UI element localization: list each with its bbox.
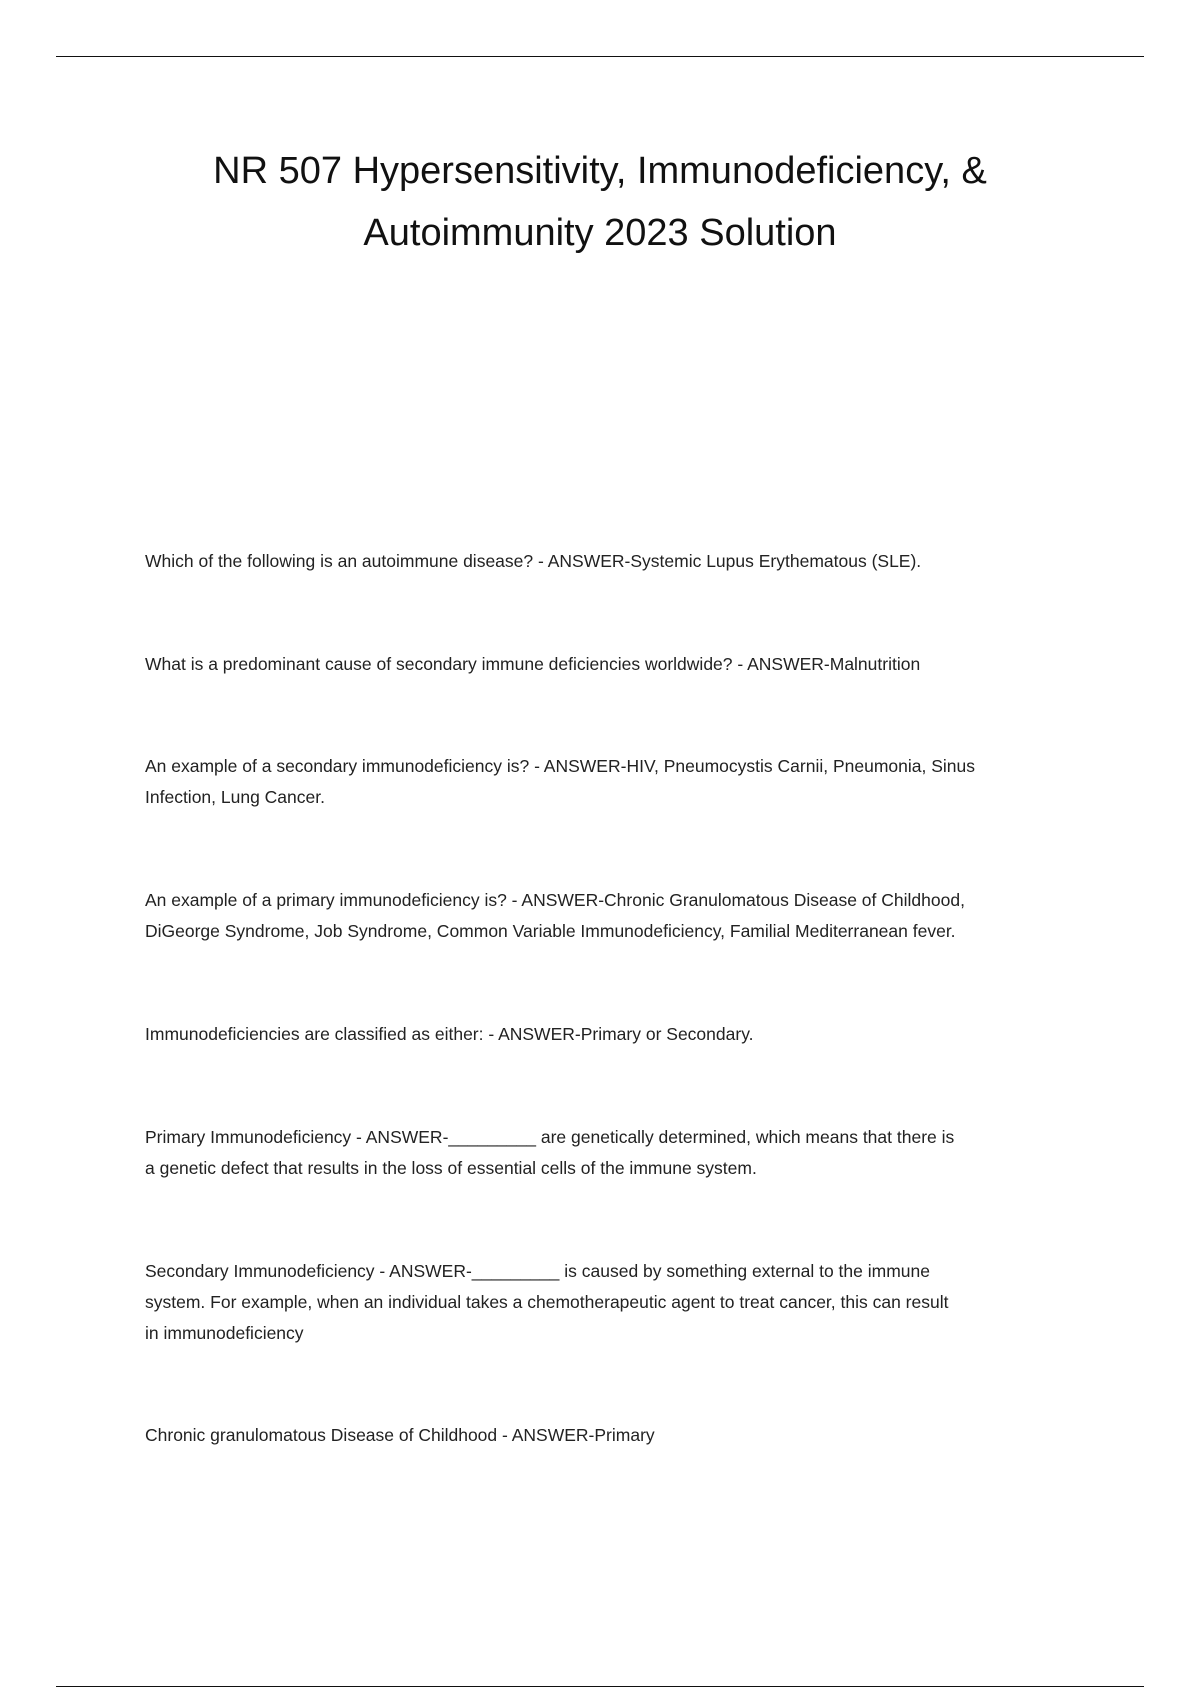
qa-line: An example of a secondary immunodeficiency is? - ANSWER-HIV, Pneumocystis Carnii, Pneumonia, Sinus xyxy=(145,756,975,776)
qa-line: An example of a primary immunodeficiency is? - ANSWER-Chronic Granulomatous Disease of Childhood, xyxy=(145,890,965,910)
qa-entry xyxy=(145,649,1095,680)
document-title xyxy=(100,140,1100,264)
qa-line: in immunodeficiency xyxy=(145,1323,304,1343)
qa-line: Chronic granulomatous Disease of Childhood - ANSWER-Primary xyxy=(145,1425,655,1445)
qa-entry xyxy=(145,1420,1095,1451)
qa-line: a genetic defect that results in the loss of essential cells of the immune system. xyxy=(145,1158,757,1178)
qa-entry xyxy=(145,1019,1095,1050)
qa-entry xyxy=(145,885,1095,947)
footer-rule xyxy=(56,1686,1144,1687)
qa-entry xyxy=(145,1256,1095,1349)
qa-line: Primary Immunodeficiency - ANSWER-_________ are genetically determined, which means that there is xyxy=(145,1127,955,1147)
qa-entry xyxy=(145,751,1095,813)
title-line: Autoimmunity 2023 Solution xyxy=(363,212,837,254)
qa-line: Which of the following is an autoimmune disease? - ANSWER-Systemic Lupus Erythematous (SLE). xyxy=(145,551,922,571)
qa-line: system. For example, when an individual takes a chemotherapeutic agent to treat cancer, this can result xyxy=(145,1292,949,1312)
qa-line: Secondary Immunodeficiency - ANSWER-_________ is caused by something external to the immune xyxy=(145,1261,930,1281)
qa-line: DiGeorge Syndrome, Job Syndrome, Common Variable Immunodeficiency, Familial Mediterranean fever. xyxy=(145,921,956,941)
qa-entry xyxy=(145,546,1095,577)
header-rule xyxy=(56,56,1144,57)
qa-line: Immunodeficiencies are classified as either: - ANSWER-Primary or Secondary. xyxy=(145,1024,754,1044)
qa-line: Infection, Lung Cancer. xyxy=(145,787,325,807)
title-line: NR 507 Hypersensitivity, Immunodeficiency, & xyxy=(213,150,987,192)
qa-line: What is a predominant cause of secondary immune deficiencies worldwide? - ANSWER-Malnutrition xyxy=(145,654,921,674)
qa-entry xyxy=(145,1122,1095,1184)
